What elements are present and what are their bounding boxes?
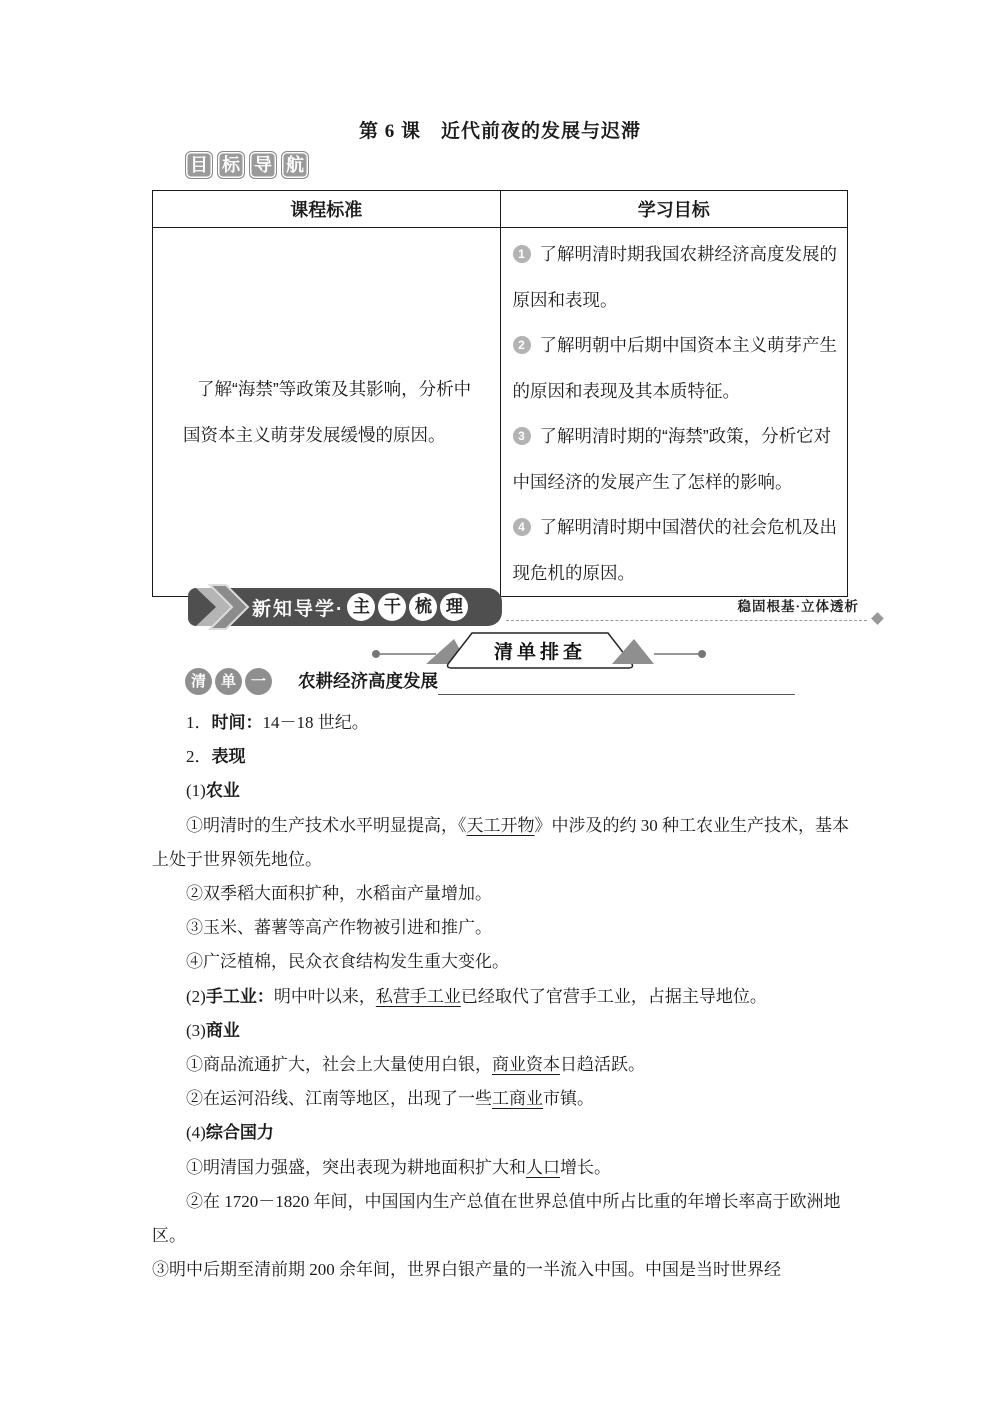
text-segment: 14－18 世纪。 — [262, 713, 369, 732]
text-segment: ①明清时的生产技术水平明显提高，《 — [186, 815, 467, 835]
outline-paragraph — [152, 1082, 852, 1116]
outline-paragraph — [152, 1048, 852, 1082]
goal-text: 了解明清时期的“海禁”政策，分析它对中国经济的发展产生了怎样的影响。 — [512, 426, 832, 492]
learning-goal-item — [513, 232, 840, 323]
learning-goal-item — [513, 414, 840, 505]
outline-paragraph — [152, 1185, 852, 1253]
text-segment: ④广泛植棉，民众衣食结构发生重大变化。 — [186, 952, 509, 972]
outline-content — [152, 706, 852, 1287]
text-segment: ①商品流通扩大，社会上大量使用白银， — [186, 1055, 492, 1075]
text-segment: ①明清国力强盛，突出表现为耕地面积扩大和 — [186, 1157, 526, 1177]
banner-circle-char: 理 — [440, 593, 468, 621]
outline-paragraph — [152, 945, 852, 979]
badge-char: 一 — [245, 668, 272, 695]
text-segment: 增长。 — [560, 1157, 611, 1177]
outline-paragraph — [152, 740, 852, 774]
double-chevron-right-icon — [188, 582, 254, 632]
badge-char: 清 — [185, 668, 212, 695]
text-segment: 》中涉及的约 30 种工农业生产技术，基本上处于世界领先地位。 — [152, 815, 849, 869]
text-segment: ③明中后期至清前期 200 余年间，世界白银产量的一半流入中国。中国是当时世界经 — [152, 1260, 781, 1280]
table-body-row — [153, 228, 848, 597]
text-segment: 表现 — [211, 747, 246, 767]
text-segment: 时间： — [211, 713, 263, 732]
text-segment: ②在 1720－1820 年间，中国国内生产总值在世界总值中所占比重的年增长率高于欧洲地区。 — [152, 1191, 841, 1246]
banner-circle-char: 干 — [378, 593, 406, 621]
text-segment: 人口 — [526, 1157, 560, 1177]
target-nav-badge — [185, 151, 309, 179]
col-header-course-standard: 课程标准 — [153, 191, 501, 228]
nav-badge-char: 导 — [249, 151, 277, 179]
checklist-heading — [185, 668, 795, 695]
goal-text: 了解明清时期中国潜伏的社会危机及出现危机的原因。 — [512, 517, 837, 583]
text-segment: 手工业： — [205, 986, 274, 1006]
dashed-divider — [506, 620, 867, 621]
text-segment: 工商业 — [492, 1089, 543, 1109]
outline-paragraph — [152, 877, 852, 911]
text-segment: 2． — [186, 747, 212, 767]
nav-badge-char: 航 — [281, 151, 309, 179]
text-segment: 天工开物 — [466, 815, 535, 835]
nav-badge-char: 目 — [185, 151, 213, 179]
outline-paragraph — [152, 1151, 852, 1185]
text-segment: 私营手工业 — [375, 986, 461, 1006]
goal-number-badge: 1 — [513, 245, 531, 263]
diamond-icon — [871, 612, 884, 625]
goal-number-badge: 4 — [513, 518, 531, 536]
fill-in-blank-line — [438, 672, 795, 695]
checklist-one-badge — [185, 668, 272, 695]
table-header-row — [153, 191, 848, 228]
text-segment: 综合国力 — [205, 1123, 274, 1143]
text-segment: 1． — [186, 713, 212, 732]
section-banner-title: 新知导学· — [252, 598, 345, 620]
text-segment: 市镇。 — [543, 1089, 594, 1109]
outline-paragraph — [152, 980, 852, 1014]
text-segment: 商业资本 — [492, 1055, 560, 1075]
checklist-banner — [370, 628, 710, 672]
objectives-table — [152, 190, 848, 597]
text-segment: ②双季稻大面积扩种，水稻亩产量增加。 — [186, 884, 492, 904]
course-standard-cell — [153, 228, 501, 597]
goal-text: 了解明朝中后期中国资本主义萌芽产生的原因和表现及其本质特征。 — [512, 335, 837, 401]
text-segment: ③玉米、蕃薯等高产作物被引进和推广。 — [186, 918, 492, 938]
outline-paragraph — [152, 1014, 852, 1048]
text-segment: (1) — [186, 781, 206, 801]
goal-number-badge: 3 — [513, 427, 531, 445]
outline-paragraph — [152, 911, 852, 945]
outline-paragraph — [152, 706, 852, 740]
banner-circle-char: 梳 — [409, 593, 437, 621]
text-segment: 已经取代了官营手工业，占据主导地位。 — [460, 986, 767, 1006]
text-segment: ②在运河沿线、江南等地区，出现了一些 — [186, 1089, 492, 1109]
outline-paragraph — [152, 1253, 852, 1287]
text-segment: (4) — [186, 1123, 206, 1143]
outline-paragraph — [152, 809, 852, 877]
learning-goal-item — [513, 505, 840, 596]
course-standard-text: 了解“海禁”等政策及其影响，分析中国资本主义萌芽发展缓慢的原因。 — [183, 379, 472, 445]
checklist-title: 农耕经济高度发展 — [298, 671, 438, 691]
banner-slogan: 稳固根基·立体透析 — [737, 599, 859, 614]
goal-text: 了解明清时期我国农耕经济高度发展的原因和表现。 — [512, 244, 837, 310]
page-title: 第 6 课 近代前夜的发展与迟滞 — [358, 121, 641, 142]
text-segment: (2) — [186, 986, 206, 1006]
text-segment: 商业 — [205, 1020, 240, 1040]
nav-badge-char: 标 — [217, 151, 245, 179]
outline-paragraph — [152, 774, 852, 808]
col-header-learning-goals: 学习目标 — [500, 191, 848, 228]
checklist-banner-title: 清单排查 — [493, 642, 587, 663]
text-segment: 日趋活跃。 — [560, 1055, 645, 1075]
text-segment: 明中叶以来， — [273, 986, 376, 1006]
text-segment: 农业 — [205, 781, 240, 801]
banner-circle-char: 主 — [347, 593, 375, 621]
text-segment: (3) — [186, 1020, 206, 1040]
goal-number-badge: 2 — [513, 336, 531, 354]
learning-goal-item — [513, 323, 840, 414]
badge-char: 单 — [215, 668, 242, 695]
learning-goals-cell — [500, 228, 848, 597]
section-banner — [188, 588, 883, 630]
outline-paragraph — [152, 1116, 852, 1150]
